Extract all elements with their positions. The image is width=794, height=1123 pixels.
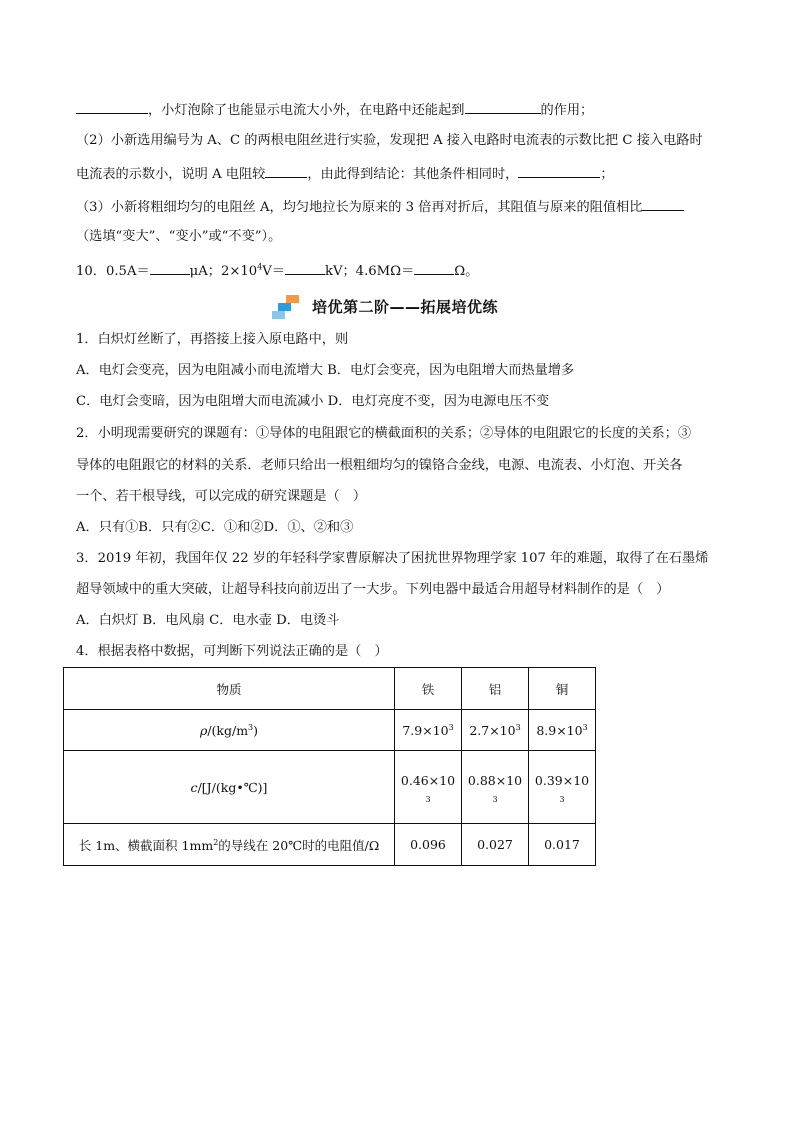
exponent: 3 (582, 722, 588, 732)
row-label (64, 824, 395, 866)
text-fragment: μA；2×10 (189, 264, 258, 279)
exponent: 3 (492, 795, 498, 804)
table-row (64, 751, 596, 824)
unit: /(kg/m (207, 722, 249, 738)
table-cell (462, 751, 529, 824)
table-row (64, 824, 596, 866)
unit: ) (253, 722, 259, 738)
exponent: 3 (559, 795, 565, 804)
table-header-cell: 物质 (64, 668, 395, 710)
exponent: 3 (425, 795, 431, 804)
text-fragment: 电流表的示数小，说明 A 电阻较 (76, 167, 266, 182)
table-cell (529, 751, 596, 824)
question-2-line-1: 2．小明现需要研究的课题有：①导体的电阻跟它的横截面积的关系；②导体的电阻跟它的长度的关系；③ (76, 426, 692, 441)
data-table (63, 667, 596, 866)
answer-blank[interactable] (265, 163, 307, 178)
question-1-options-cd: C．电灯会变暗，因为电阻增大而电流减小 D．电灯亮度不变，因为电源电压不变 (76, 394, 550, 409)
row-label (64, 751, 395, 824)
table-header-cell: 铜 (529, 668, 596, 710)
label-text: 长 1m、横截面积 1mm (78, 837, 214, 853)
question-1: 1．白炽灯丝断了，再搭接上接入原电路中，则 (76, 332, 349, 347)
text-line-5: （选填“变大”、“变小”或“不变”）。 (76, 229, 282, 244)
answer-blank[interactable] (465, 99, 541, 114)
table-cell (395, 751, 462, 824)
question-3-line-1: 3．2019 年初，我国年仅 22 岁的年轻科学家曹原解决了困扰世界物理学家 107 年的难题，取得了在石墨烯 (76, 551, 709, 566)
symbol: ρ (199, 722, 208, 738)
text-line-4 (76, 196, 726, 217)
exponent: 3 (248, 722, 254, 732)
question-2-line-2: 导体的电阻跟它的材料的关系．老师只给出一根粗细均匀的镍铬合金线，电源、电流表、小灯泡、开关各 (76, 458, 683, 473)
question-3-line-2: 超导领域中的重大突破，让超导科技向前迈出了一大步。下列电器中最适合用超导材料制作的是（ ） (76, 582, 670, 597)
answer-blank[interactable] (642, 196, 684, 211)
text-fragment: ，小灯泡除了也能显示电流大小外，在电路中还能起到 (148, 103, 465, 118)
question-4: 4．根据表格中数据，可判断下列说法正确的是（ ） (76, 644, 388, 659)
answer-blank[interactable] (76, 99, 148, 114)
value: 0.39×10 (534, 773, 590, 788)
label-text: 的导线在 20℃时的电阻值/Ω (218, 837, 380, 853)
value: 7.9×10 (402, 722, 449, 738)
answer-blank[interactable] (414, 260, 454, 275)
exponent: 3 (448, 722, 454, 732)
text-fragment: ； (600, 167, 614, 182)
exponent: 4 (257, 262, 263, 272)
text-fragment: 的作用； (540, 103, 594, 118)
row-label (64, 710, 395, 751)
table-cell (529, 710, 596, 751)
table-header-row (64, 668, 596, 710)
text-fragment: kV；4.6MΩ＝ (324, 264, 415, 279)
section-title-text: 培优第二阶——拓展培优练 (312, 297, 499, 316)
answer-blank[interactable] (150, 260, 190, 275)
text-fragment: 10．0.5A＝ (76, 264, 150, 279)
answer-blank[interactable] (518, 163, 600, 178)
question-3-options: A．白炽灯 B．电风扇 C．电水壶 D．电烫斗 (76, 613, 340, 628)
value: 0.88×10 (467, 773, 523, 788)
text-fragment: Ω。 (454, 264, 479, 279)
question-1-options-ab: A．电灯会变亮，因为电阻减小而电流增大 B．电灯会变亮，因为电阻增大而热量增多 (76, 363, 575, 378)
value: 2.7×10 (469, 722, 516, 738)
exponent: 3 (515, 722, 521, 732)
table-header-cell: 铁 (395, 668, 462, 710)
table-row (64, 710, 596, 751)
section-heading (272, 293, 498, 319)
text-fragment: V＝ (262, 264, 285, 279)
question-2-options: A．只有①B．只有②C．①和②D．①、②和③ (76, 520, 354, 535)
text-fragment: ，由此得到结论：其他条件相同时， (307, 167, 519, 182)
question-2-line-3: 一个、若干根导线，可以完成的研究课题是（ ） (76, 489, 367, 504)
text-line-1 (76, 99, 726, 120)
value: 0.46×10 (400, 773, 456, 788)
stair-blocks-icon (272, 293, 306, 319)
symbol: c (190, 779, 198, 795)
text-line-3 (76, 163, 726, 184)
table-cell (462, 710, 529, 751)
answer-blank[interactable] (285, 260, 325, 275)
question-10 (76, 260, 726, 281)
table-cell: 0.027 (462, 824, 529, 866)
table-cell: 0.096 (395, 824, 462, 866)
table-header-cell: 铝 (462, 668, 529, 710)
text-fragment: （3）小新将粗细均匀的电阻丝 A，均匀地拉长为原来的 3 倍再对折后，其阻值与原来的阻值相比 (76, 200, 643, 215)
exponent: 2 (213, 837, 219, 847)
table-cell (395, 710, 462, 751)
text-line-2: （2）小新选用编号为 A、C 的两根电阻丝进行实验，发现把 A 接入电路时电流表的示数比把 C 接入电路时 (76, 133, 703, 148)
unit: /[J/(kg•℃)] (197, 779, 268, 795)
value: 8.9×10 (536, 722, 583, 738)
table-cell: 0.017 (529, 824, 596, 866)
